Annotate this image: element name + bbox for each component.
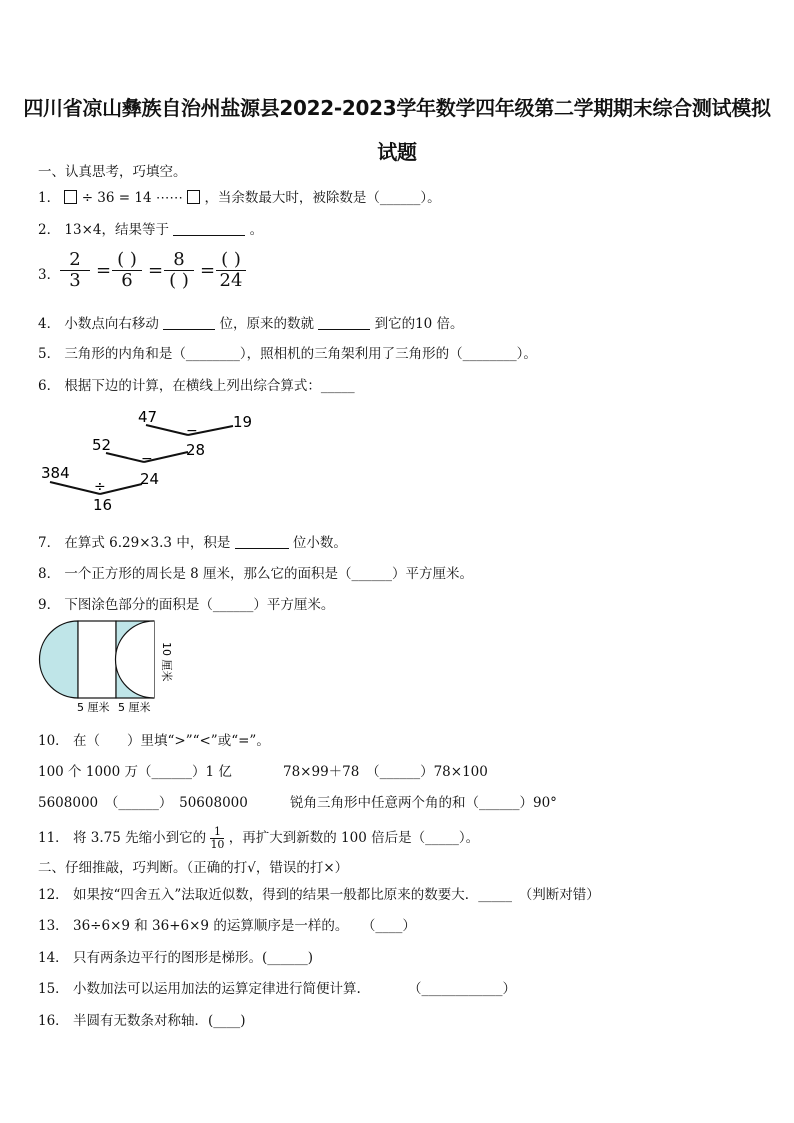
q4-text-b: 位，原来的数就 bbox=[219, 316, 314, 332]
left-shaded-semicircle bbox=[40, 621, 79, 698]
question-11 bbox=[38, 826, 479, 851]
q4-text-c: 到它的10 倍。 bbox=[374, 316, 464, 332]
q10-comparison-4: 锐角三角形中任意两个角的和（______）90° bbox=[290, 795, 557, 811]
question-16 bbox=[38, 1009, 246, 1029]
blank-box bbox=[187, 190, 200, 204]
question-13 bbox=[38, 914, 416, 934]
minus-operator: − bbox=[186, 423, 198, 439]
fraction-blank-6 bbox=[112, 250, 142, 291]
blank-box bbox=[64, 190, 77, 204]
left-square bbox=[78, 621, 116, 698]
section-1-heading: 一、认真思考，巧填空。 bbox=[38, 164, 187, 180]
q7-text-b: 位小数。 bbox=[292, 535, 347, 551]
q5-number: 5． bbox=[38, 346, 61, 362]
question-15 bbox=[38, 977, 516, 997]
question-14 bbox=[38, 946, 313, 966]
q13-text: 36÷6×9 和 36+6×9 的运算顺序是一样的。 （____） bbox=[72, 918, 416, 934]
diagram-number: 16 bbox=[93, 496, 113, 514]
question-5 bbox=[38, 342, 537, 362]
q10-text: 在（ ）里填“>”“<”或“=”。 bbox=[72, 733, 270, 749]
question-8 bbox=[38, 562, 473, 582]
question-10 bbox=[38, 729, 270, 749]
fraction-8-blank bbox=[164, 250, 194, 291]
denominator: ( ) bbox=[169, 270, 189, 291]
denominator: 10 bbox=[210, 838, 225, 851]
q1-number: 1． bbox=[38, 190, 61, 206]
denominator: 3 bbox=[69, 270, 81, 291]
q10-comparison-2: 78×99＋78 （______）78×100 bbox=[283, 764, 488, 780]
divide-operator: ÷ bbox=[94, 479, 106, 495]
question-9 bbox=[38, 593, 334, 613]
q9-text: 下图涂色部分的面积是（______）平方厘米。 bbox=[64, 597, 335, 613]
q14-number: 14． bbox=[38, 950, 69, 966]
bottom-label-right: 5 厘米 bbox=[118, 701, 151, 714]
q2-number: 2． bbox=[38, 222, 61, 238]
bottom-label-left: 5 厘米 bbox=[77, 701, 110, 714]
q8-text: 一个正方形的周长是 8 厘米，那么它的面积是（______）平方厘米。 bbox=[64, 566, 474, 582]
q15-text: 小数加法可以运用加法的运算定律进行简便计算. （____________） bbox=[72, 981, 517, 997]
q7-number: 7． bbox=[38, 535, 61, 551]
q10-number: 10． bbox=[38, 733, 69, 749]
q5-text: 三角形的内角和是（________），照相机的三角架利用了三角形的（________）。 bbox=[64, 346, 537, 362]
denominator: 6 bbox=[121, 270, 133, 291]
numerator: ( ) bbox=[112, 250, 142, 271]
q9-number: 9． bbox=[38, 597, 61, 613]
diagram-number: 19 bbox=[233, 413, 253, 431]
q1-division: ÷ 36 = 14 ⋯⋯ bbox=[81, 190, 183, 206]
equals-sign: = bbox=[96, 260, 112, 281]
q13-number: 13． bbox=[38, 918, 69, 934]
q10-comparison-3: 5608000 （______） 50608000 bbox=[38, 795, 248, 811]
question-6 bbox=[38, 374, 355, 394]
side-label-height: 10 厘米 bbox=[160, 642, 173, 682]
diagram-number: 47 bbox=[138, 408, 158, 426]
q11-number: 11． bbox=[38, 830, 69, 846]
title-line-2: 试题 bbox=[377, 140, 417, 164]
question-7 bbox=[38, 531, 347, 551]
equals-sign: = bbox=[148, 260, 164, 281]
question-1 bbox=[38, 186, 441, 206]
q1-text: ，当余数最大时，被除数是（______）。 bbox=[204, 190, 441, 206]
q11-text-a: 将 3.75 先缩小到它的 bbox=[72, 830, 207, 846]
diagram-number: 384 bbox=[41, 464, 70, 482]
minus-operator: − bbox=[141, 451, 153, 467]
denominator: 24 bbox=[219, 270, 243, 291]
numerator: ( ) bbox=[216, 250, 246, 271]
q6-text: 根据下边的计算，在横线上列出综合算式：_____ bbox=[64, 378, 355, 394]
answer-blank bbox=[173, 222, 245, 236]
numerator: 2 bbox=[60, 250, 90, 271]
q6-number: 6． bbox=[38, 378, 61, 394]
q4-text-a: 小数点向右移动 bbox=[64, 316, 159, 332]
fraction-one-tenth bbox=[210, 826, 224, 851]
q10-comparison-1: 100 个 1000 万（______）1 亿 bbox=[38, 764, 232, 780]
question-4 bbox=[38, 312, 464, 332]
diagram-number: 28 bbox=[186, 441, 206, 459]
q12-text: 如果按“四舍五入”法取近似数，得到的结果一般都比原来的数要大．_____ （判断对错） bbox=[72, 887, 600, 903]
fraction-blank-24 bbox=[216, 250, 246, 291]
q11-text-b: ，再扩大到新数的 100 倍后是（_____）。 bbox=[228, 830, 480, 846]
q16-text: 半圆有无数条对称轴．(____) bbox=[72, 1013, 246, 1029]
equals-sign: = bbox=[200, 260, 216, 281]
q3-number: 3． bbox=[38, 267, 61, 283]
numerator: 8 bbox=[164, 250, 194, 271]
q15-number: 15． bbox=[38, 981, 69, 997]
answer-blank bbox=[318, 316, 370, 330]
diagram-number: 52 bbox=[92, 436, 112, 454]
section-2-heading: 二、仔细推敲，巧判断。（正确的打√，错误的打×） bbox=[38, 860, 349, 876]
diagram-number: 24 bbox=[140, 470, 160, 488]
q2-text: 13×4，结果等于 bbox=[64, 222, 169, 238]
q16-number: 16． bbox=[38, 1013, 69, 1029]
q7-text-a: 在算式 6.29×3.3 中，积是 bbox=[64, 535, 231, 551]
title-line-1: 四川省凉山彝族自治州盐源县2022-2023学年数学四年级第二学期期末综合测试模拟 bbox=[23, 96, 771, 120]
q8-number: 8． bbox=[38, 566, 61, 582]
q14-text: 只有两条边平行的图形是梯形。(______) bbox=[72, 950, 314, 966]
fraction-2-3 bbox=[60, 250, 90, 291]
numerator: 1 bbox=[210, 826, 224, 839]
q4-number: 4． bbox=[38, 316, 61, 332]
answer-blank bbox=[235, 535, 289, 549]
shaded-area-figure bbox=[38, 618, 188, 718]
calculation-tree-diagram bbox=[38, 402, 268, 517]
q2-end: 。 bbox=[249, 222, 264, 238]
answer-blank bbox=[163, 316, 215, 330]
q12-number: 12． bbox=[38, 887, 69, 903]
question-2 bbox=[38, 218, 263, 238]
question-12 bbox=[38, 883, 600, 903]
